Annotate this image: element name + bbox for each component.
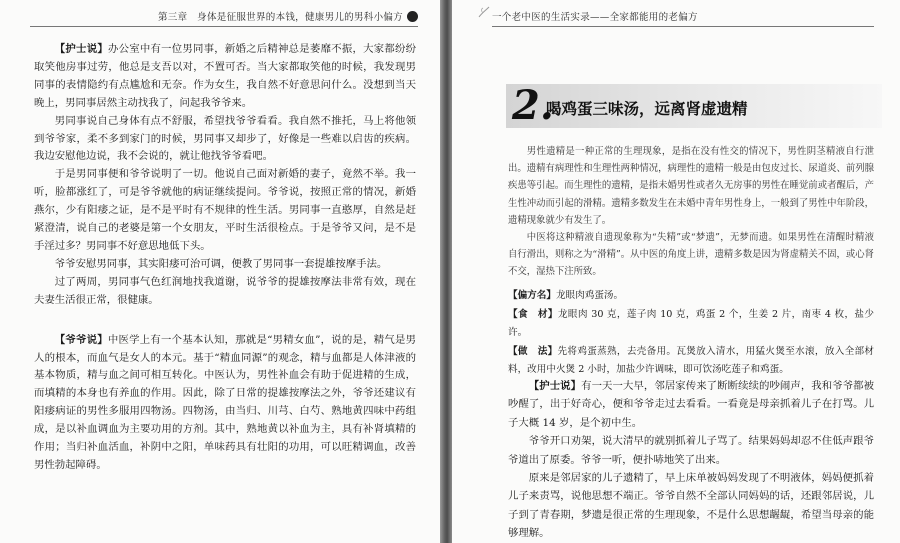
left-para-1-text: 办公室中有一位男同事，新婚之后精神总是萎靡不振，大家都纷纷取笑他房事过劳，他总是支吾以对，不置可否。当大家都取笑他的时候，我发现男同事的表情隐约有点尴尬和无奈。作为女生，我自然不好意思问什么。没想到当天晚上，男同事居然主动找我了，问起我爷爷来。 <box>34 43 416 109</box>
chapter-banner <box>506 84 882 128</box>
story-para-2: 爷爷开口劝架，说大清早的就别抓着儿子骂了。结果妈妈却忍不住低声跟爷爷道出了原委。爷爷一听，便扑哧地笑了出来。 <box>508 435 874 466</box>
left-body <box>34 41 416 475</box>
story-section <box>508 377 874 543</box>
intro-section <box>508 143 874 281</box>
story-para-1-text: 有一天一大早，邻居家传来了断断续续的吵闹声，我和爷爷都被吵醒了，出于好奇心，便和爷爷走过去看看。一看竟是母亲抓着儿子在打骂。儿子大概 14 岁，是个初中生。 <box>508 380 875 429</box>
chapter-title: 喝鸡蛋三味汤，远离肾虚遗精 <box>546 100 748 118</box>
recipe-ingredients <box>508 306 874 343</box>
ingredients-text: 龙眼肉 30 克，莲子肉 10 克，鸡蛋 2 个，生姜 2 片，南枣 4 枚，盐少许。 <box>508 308 874 338</box>
left-header-rule <box>30 26 418 27</box>
recipe-method <box>508 343 874 380</box>
chapter-number: 2. <box>512 82 554 129</box>
book-gutter <box>440 0 452 543</box>
method-tag: 【做 法】 <box>508 345 558 357</box>
right-running-head: 一个老中医的生活实录——全家都能用的老偏方 <box>492 12 698 23</box>
left-para-5: 过了两周，男同事气色红润地找我道谢，说爷爷的提雄按摩法非常有效，现在夫妻生活很正常，很健康。 <box>34 275 416 306</box>
method-text: 先将鸡蛋蒸熟，去壳备用。瓦煲放入清水，用猛火煲至水滚，放入全部材料，改用中火煲 2 小时，加盐少许调味，即可饮汤吃莲子和鸡蛋。 <box>508 345 875 375</box>
recipe-section <box>508 287 874 380</box>
grandpa-says-tag: 【爷爷说】 <box>54 333 108 346</box>
recipe-name-text: 龙眼肉鸡蛋汤。 <box>555 290 624 301</box>
ingredients-tag: 【食 材】 <box>508 308 558 320</box>
story-nurse-tag: 【护士说】 <box>528 380 582 392</box>
story-para-3: 原来是邻居家的儿子遗精了，早上床单被妈妈发现了不明液体，妈妈便抓着儿子来责骂，说他思想不端正。爷爷自然不全部认同妈妈的话，还跟邻居说，儿子到了青春期，梦遗是很正常的生理现象，不是什么思想龌龊，希望当母亲的能够理解。 <box>508 472 874 540</box>
right-header-rule <box>492 26 874 27</box>
left-para-2: 男同事说自己身体有点不舒服，希望找爷爷看看。我自然不推托，马上将他领到爷爷家，柔不多到家门的时候，男同事又却步了，好像是一些难以启齿的疾病。我边安慰他边说，我不会说的，就让他找爷爷看吧。 <box>34 114 416 163</box>
intro-para-1: 男性遗精是一种正常的生理现象，是指在没有性交的情况下，男性阴茎精液自行泄出。遗精有病理性和生理性两种情况，病理性的遗精一般是由包皮过长、尿道炎、前列腺疾患等引起。而生理性的遗精，是指未婚男性或者久无房事的男性在睡觉前或者醒后，产生性冲动而引起的滑精。遗精多数发生在未婚中青年男性身上，一般到了男性中年阶段，遗精现象就少有发生了。 <box>508 146 874 226</box>
publisher-logo-icon <box>407 11 418 22</box>
recipe-name-tag: 【偏方名】 <box>508 290 556 301</box>
right-page <box>452 0 900 543</box>
story-para-1 <box>508 377 874 432</box>
left-running-head <box>158 9 418 23</box>
left-para-4: 爷爷安慰男同事，其实阳痿可治可调，便教了男同事一套提雄按摩手法。 <box>54 257 388 270</box>
left-para-6-text: 中医学上有一个基本认知，那就是“男精女血”，说的是，精气是男人的根本，而血气是女人的本元。基于“精血同源”的观念，精与血都是人体津液的基本物质，精与血之间可相互转化。中医认为，男性补血会有助于促进精的生成，而填精的本身也有养血的作用。因此，除了日常的提雄按摩法之外，爷爷还建议有阳痿病证的男性多服用四物汤。四物汤，由当归、川芎、白芍、熟地黄四味中药组成，是以补血调血为主要功用的方剂。其中，熟地黄以补血为主，具有补肾填精的作用；当归补血活血，补阴中之阳，单味药具有壮阳的功用，可以旺精调血，改善男性勃起障碍。 <box>34 333 417 471</box>
intro-para-2: 中医将这种精液自遗现象称为“失精”或“梦遗”，无梦而遗。如果男性在清醒时精液自行滑出，则称之为“滑精”。从中医的角度上讲，遗精多数是因为肾虚精关不固，或心肾不交，湿热下注所致。 <box>508 232 874 278</box>
left-para-3: 于是男同事便和爷爷说明了一切。他说自己面对新婚的妻子，竟然不举。我一听，脸都涨红了，可是爷爷就他的病证继续提问。爷爷说，按照正常的情况，新婚燕尔，少有阳痿之证，是不是平时有不规律的性生活。男同事一直憨厚，自然是赶紧澄清，说自己的老婆是第一个女朋友，平时生活很检点。于是爷爷又问，是不是手淫过多？男同事不好意思地低下头。 <box>34 168 416 252</box>
sprig-icon <box>477 5 491 19</box>
left-para-6 <box>34 332 416 475</box>
recipe-name <box>508 287 874 306</box>
left-para-1 <box>34 41 416 113</box>
left-running-head-text: 第三章 身体是征服世界的本钱，健康男儿的男科小偏方 <box>157 12 403 23</box>
nurse-says-tag: 【护士说】 <box>54 43 108 55</box>
left-page <box>0 0 440 543</box>
